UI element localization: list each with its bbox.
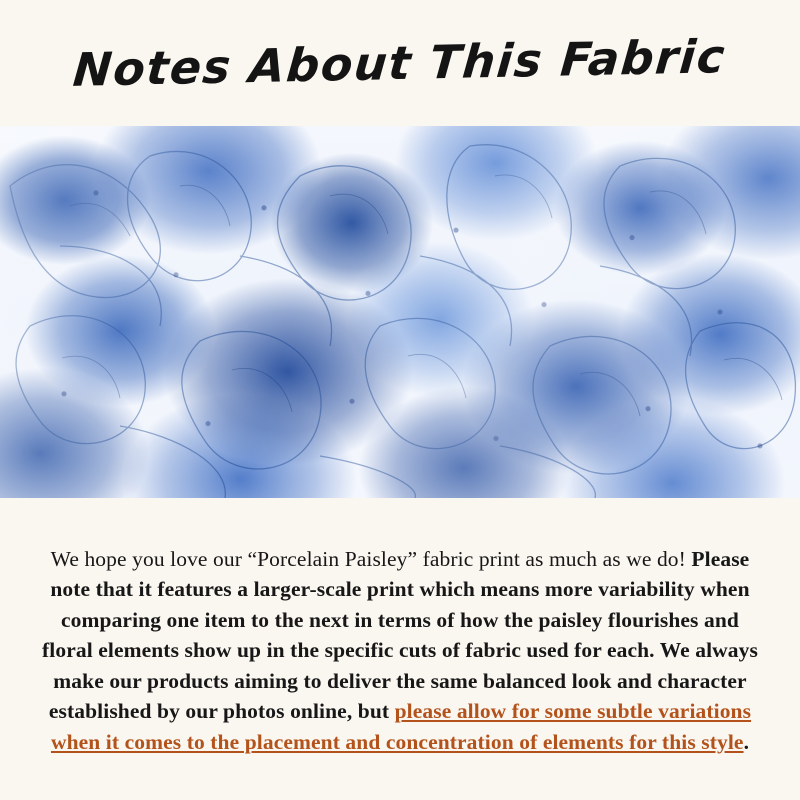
fabric-speckle-texture — [0, 126, 800, 498]
page-title: Notes About This Fabric — [71, 29, 729, 97]
notes-variation-disclaimer-link[interactable]: please allow for some subtle variations when it comes to the placement and concentration of elements for this style — [50, 699, 752, 754]
notes-tail-text: . — [743, 729, 750, 754]
notes-body-text: Please note that it features a larger-scale print which means more variability when comparing one item to the next in terms of how the paisley flourishes and floral elements show up in the specific cuts of fabric used for each. We always make our products aiming to deliver the same balanced look and character established by our photos online, but — [42, 546, 758, 724]
porcelain-paisley-fabric-image — [0, 126, 800, 498]
fabric-notes-paragraph — [34, 544, 766, 758]
notes-lead-text: We hope you love our “Porcelain Paisley” fabric print as much as we do! — [50, 546, 692, 571]
fabric-notes-section — [0, 498, 800, 800]
card-header — [0, 0, 800, 126]
